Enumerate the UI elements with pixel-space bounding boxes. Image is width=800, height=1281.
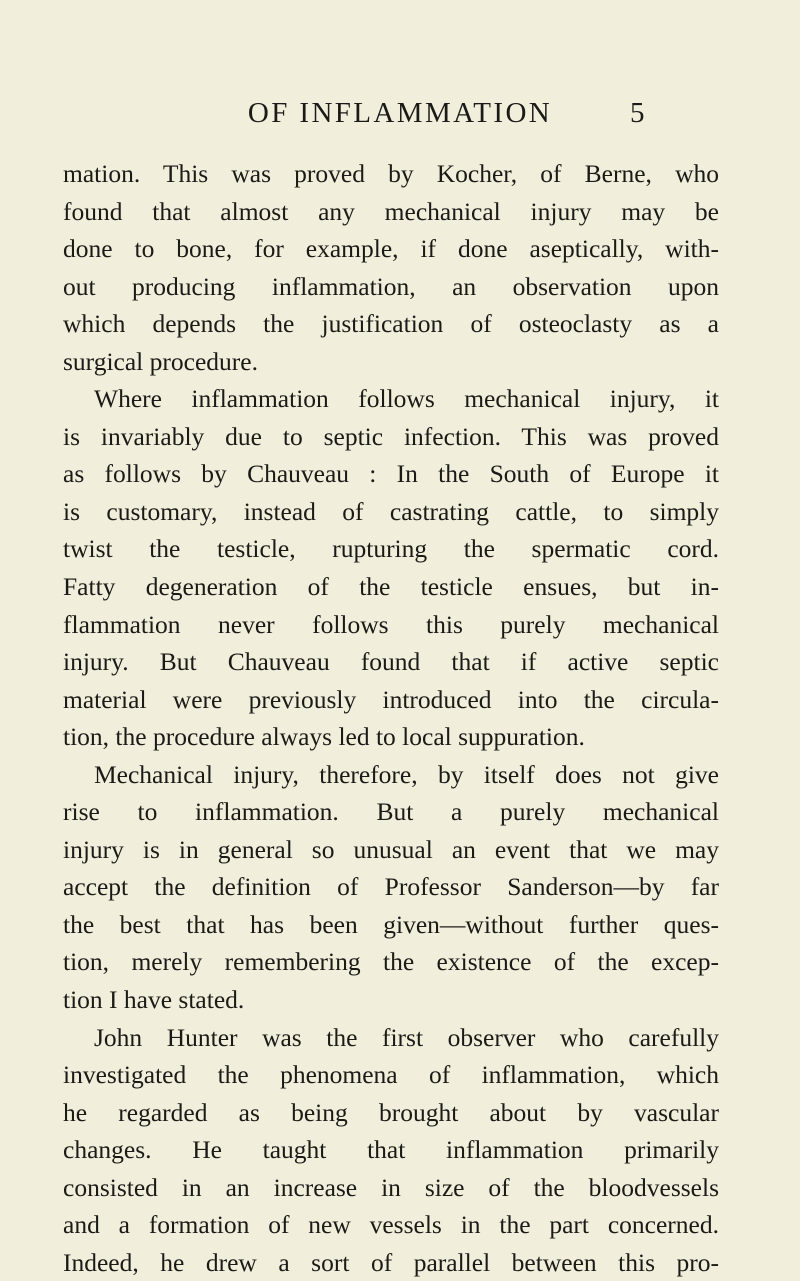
body-text [63,155,719,1281]
text-line: found that almost any mechanical injury may be [63,196,719,226]
text-line: rise to inflammation. But a purely mechanical [63,797,719,827]
text-line: tion, the procedure always led to local suppuration. [63,722,585,752]
text-line: mation. This was proved by Kocher, of Berne, who [63,159,719,188]
text-line: Mechanical injury, therefore, by itself does not give [94,759,719,789]
text-line: accept the definition of Professor Sanderson—by far [63,872,719,902]
text-line: Indeed, he drew a sort of parallel between this pro- [63,1247,719,1277]
text-line: injury is in general so unusual an event that we may [63,834,719,864]
text-line: John Hunter was the first observer who carefully [94,1022,719,1052]
text-line: is invariably due to septic infection. This was proved [63,421,719,451]
text-line: consisted in an increase in size of the bloodvessels [63,1172,719,1202]
text-line: injury. But Chauveau found that if active septic [63,647,719,677]
text-line: is customary, instead of castrating cattle, to simply [63,496,719,526]
text-line: which depends the justification of osteoclasty as a [63,309,719,339]
text-line: tion I have stated. [63,985,245,1015]
text-line: material were previously introduced into the circula- [63,684,719,714]
text-line: done to bone, for example, if done aseptically, with- [63,234,719,264]
text-line: investigated the phenomena of inflammation, which [63,1060,719,1090]
text-line: and a formation of new vessels in the part concerned. [63,1210,719,1240]
text-line: Where inflammation follows mechanical injury, it [94,384,719,414]
text-line: surgical procedure. [63,346,258,376]
text-line: twist the testicle, rupturing the spermatic cord. [63,534,719,564]
text-line: tion, merely remembering the existence of the excep- [63,947,719,977]
text-line: he regarded as being brought about by vascular [63,1097,719,1127]
text-line: the best that has been given—without further ques- [63,909,719,939]
running-title: OF INFLAMMATION [247,97,553,129]
running-head [0,93,800,133]
text-line: flammation never follows this purely mechanical [63,609,719,639]
text-line: changes. He taught that inflammation primarily [63,1135,719,1165]
text-line: out producing inflammation, an observation upon [63,271,719,301]
text-line: as follows by Chauveau : In the South of Europe it [63,459,719,489]
page-number: 5 [630,97,645,129]
text-line: Fatty degeneration of the testicle ensues, but in- [63,572,719,602]
